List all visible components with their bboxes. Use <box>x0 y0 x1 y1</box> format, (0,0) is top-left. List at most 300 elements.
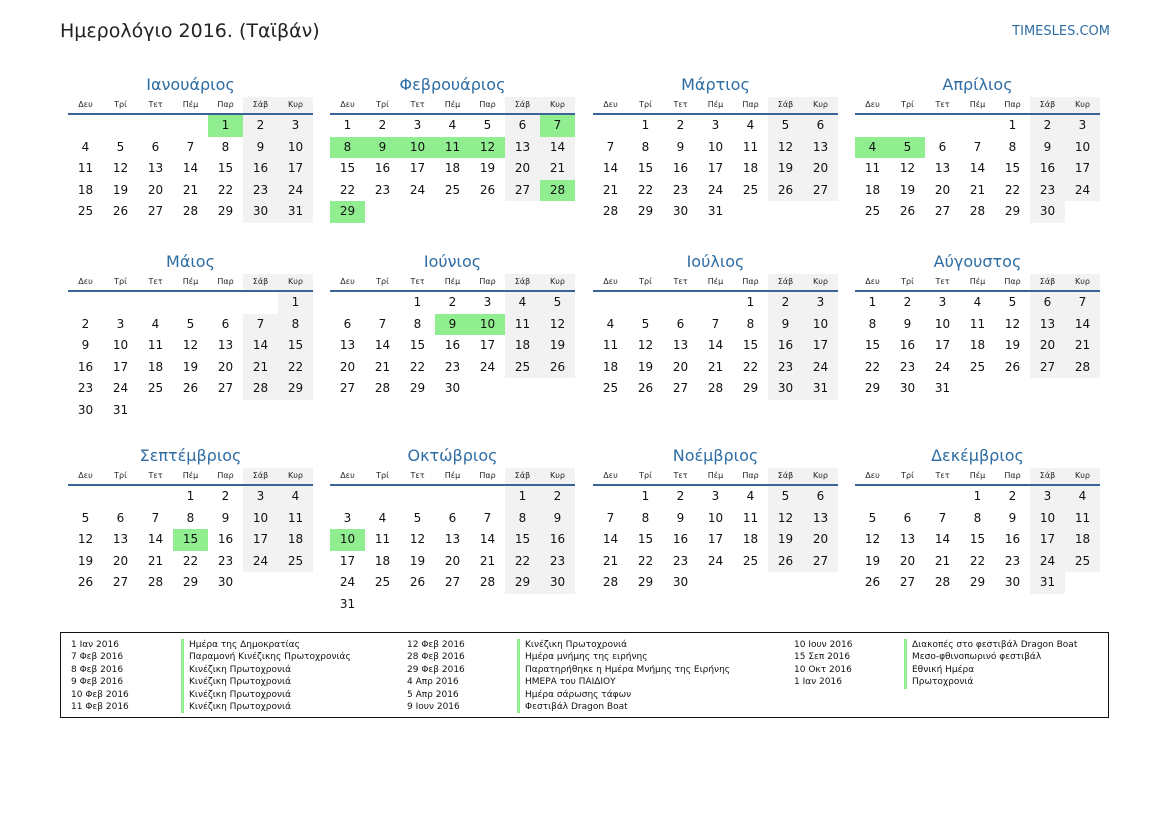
empty-cell <box>593 486 628 508</box>
day-cell: 22 <box>1004 182 1021 197</box>
day-cell: 24 <box>803 357 838 379</box>
holiday-date: 12 Φεβ 2016 <box>407 640 465 650</box>
weekday-label: Δευ <box>78 100 93 109</box>
weekday-label: Δευ <box>78 277 93 286</box>
weekday-label: Δευ <box>340 471 355 480</box>
day-cell: 2 <box>243 115 278 137</box>
day-cell: 30 <box>77 402 94 417</box>
holiday-name: Κινέζικη Πρωτοχρονιά <box>517 639 627 651</box>
day-cell: 15 <box>742 338 759 352</box>
empty-cell <box>663 292 698 314</box>
holiday-date: 8 Φεβ 2016 <box>71 664 124 675</box>
day-cell: 4 <box>1065 486 1100 508</box>
weekday-label: Δευ <box>78 471 93 480</box>
day-cell: 8 <box>221 139 230 154</box>
day-cell: 14 <box>1065 314 1100 336</box>
day-cell: 27 <box>1030 357 1065 379</box>
day-cell: 11 <box>374 532 391 546</box>
day-cell: 28 <box>182 204 199 218</box>
day-grid <box>68 486 313 594</box>
day-cell: 18 <box>147 359 164 374</box>
day-cell: 21 <box>243 357 278 379</box>
month-title: Οκτώβριος <box>407 446 498 465</box>
weekday-header <box>855 274 1100 292</box>
day-cell: 29 <box>278 378 313 400</box>
holiday-legend <box>60 632 1109 718</box>
weekday-label: Σάβ <box>243 274 278 290</box>
empty-cell <box>925 115 960 137</box>
day-cell: 3 <box>278 115 313 137</box>
weekday-header <box>68 468 313 486</box>
day-cell: 22 <box>409 359 426 374</box>
day-cell: 1 <box>505 486 540 508</box>
day-cell: 1 <box>343 118 352 132</box>
day-cell: 5 <box>413 510 422 525</box>
legend-row <box>71 651 351 663</box>
day-cell: 24 <box>409 182 426 197</box>
day-cell: 13 <box>112 532 129 546</box>
day-cell: 25 <box>969 359 986 374</box>
day-cell: 16 <box>444 338 461 352</box>
day-cell: 29 <box>637 575 654 589</box>
day-cell: 6 <box>221 316 230 331</box>
day-cell: 23 <box>1004 553 1021 568</box>
day-cell: 7 <box>711 316 720 331</box>
empty-cell <box>173 115 208 137</box>
day-cell: 20 <box>444 553 461 568</box>
day-cell: 23 <box>217 553 234 568</box>
day-cell: 13 <box>505 137 540 159</box>
day-cell: 26 <box>409 575 426 589</box>
day-cell: 17 <box>339 553 356 568</box>
weekday-label: Τρί <box>376 277 389 286</box>
empty-cell <box>68 292 103 314</box>
day-cell: 6 <box>1030 292 1065 314</box>
day-grid <box>330 292 575 400</box>
holiday-date: 1 Ιαν 2016 <box>71 640 119 650</box>
day-cell: 6 <box>803 115 838 137</box>
day-cell: 16 <box>768 335 803 357</box>
day-cell: 20 <box>112 553 129 568</box>
weekday-label: Σάβ <box>505 274 540 290</box>
weekday-label: Δευ <box>603 100 618 109</box>
day-cell: 31 <box>803 378 838 400</box>
day-cell: 20 <box>899 553 916 568</box>
day-grid <box>855 486 1100 594</box>
day-cell: 18 <box>1065 529 1100 551</box>
day-cell: 10 <box>707 510 724 525</box>
day-cell: 17 <box>479 338 496 352</box>
holiday-name: Μεσο-φθινοπωρινό φεστιβάλ <box>904 651 1041 663</box>
day-cell: 5 <box>186 316 195 331</box>
day-cell: 6 <box>676 316 685 331</box>
day-cell: 9 <box>1008 510 1017 525</box>
day-cell: 23 <box>243 180 278 202</box>
day-cell: 24 <box>278 180 313 202</box>
day-cell: 7 <box>606 510 615 525</box>
weekday-label: Κυρ <box>1065 274 1100 290</box>
day-cell: 10 <box>1030 508 1065 530</box>
day-cell: 16 <box>243 158 278 180</box>
empty-cell <box>855 486 890 508</box>
weekday-label: Τρί <box>901 100 914 109</box>
weekday-header <box>593 468 838 486</box>
day-cell: 30 <box>672 575 689 589</box>
weekday-label: Σάβ <box>768 468 803 484</box>
empty-cell <box>890 115 925 137</box>
month-block <box>593 73 838 223</box>
day-cell: 23 <box>899 359 916 374</box>
day-cell: 27 <box>339 381 356 395</box>
day-cell: 24 <box>339 575 356 589</box>
day-cell: 2 <box>540 486 575 508</box>
day-cell: 14 <box>182 161 199 175</box>
day-cell: 22 <box>969 553 986 568</box>
day-cell: 15 <box>637 532 654 546</box>
day-cell: 29 <box>969 575 986 589</box>
day-cell: 18 <box>505 335 540 357</box>
legend-row <box>407 701 730 713</box>
day-cell: 20 <box>672 359 689 374</box>
day-cell: 3 <box>1065 115 1100 137</box>
day-cell: 21 <box>707 359 724 374</box>
day-cell: 11 <box>147 338 164 352</box>
day-cell: 14 <box>374 338 391 352</box>
day-cell: 21 <box>147 553 164 568</box>
weekday-label: Τρί <box>639 100 652 109</box>
day-cell: 24 <box>112 381 129 395</box>
weekday-label: Δευ <box>865 100 880 109</box>
day-grid <box>68 115 313 223</box>
weekday-label: Δευ <box>603 471 618 480</box>
day-cell: 2 <box>676 489 685 503</box>
month-block <box>855 250 1100 400</box>
day-cell: 23 <box>1030 180 1065 202</box>
day-cell: 25 <box>1065 551 1100 573</box>
holiday-day-cell: 29 <box>330 201 365 223</box>
day-cell: 26 <box>182 381 199 395</box>
weekday-label: Σάβ <box>243 468 278 484</box>
day-cell: 18 <box>864 182 881 197</box>
legend-row <box>407 651 730 663</box>
day-cell: 26 <box>768 551 803 573</box>
holiday-day-cell: 28 <box>540 180 575 202</box>
day-grid <box>593 115 838 223</box>
day-cell: 16 <box>899 338 916 352</box>
weekday-label: Τρί <box>376 100 389 109</box>
weekday-header <box>330 468 575 486</box>
day-cell: 19 <box>768 529 803 551</box>
day-cell: 12 <box>77 532 94 546</box>
weekday-label: Τρί <box>639 471 652 480</box>
holiday-day-cell: 15 <box>173 529 208 551</box>
day-cell: 21 <box>602 553 619 568</box>
day-cell: 24 <box>934 359 951 374</box>
day-cell: 2 <box>378 118 387 132</box>
day-cell: 5 <box>641 316 650 331</box>
day-cell: 30 <box>899 381 916 395</box>
day-cell: 19 <box>864 553 881 568</box>
month-block <box>593 444 838 594</box>
day-cell: 10 <box>934 316 951 331</box>
weekday-label: Πέμ <box>969 471 986 480</box>
empty-cell <box>593 292 628 314</box>
weekday-label: Σάβ <box>768 274 803 290</box>
weekday-label: Πέμ <box>707 277 724 286</box>
day-cell: 22 <box>637 553 654 568</box>
day-cell: 3 <box>1030 486 1065 508</box>
empty-cell <box>365 486 400 508</box>
day-cell: 25 <box>742 553 759 568</box>
day-cell: 15 <box>1004 161 1021 175</box>
legend-row <box>794 676 1077 688</box>
day-cell: 11 <box>278 508 313 530</box>
day-cell: 26 <box>864 575 881 589</box>
day-grid <box>330 486 575 615</box>
weekday-label: Τετ <box>410 100 425 109</box>
day-cell: 17 <box>112 359 129 374</box>
day-cell: 27 <box>147 204 164 218</box>
day-cell: 31 <box>934 381 951 395</box>
month-block <box>593 250 838 400</box>
weekday-label: Τετ <box>673 471 688 480</box>
day-cell: 15 <box>409 338 426 352</box>
weekday-label: Σάβ <box>505 468 540 484</box>
empty-cell <box>890 486 925 508</box>
legend-row <box>794 651 1077 663</box>
day-cell: 22 <box>182 553 199 568</box>
day-cell: 17 <box>278 158 313 180</box>
holiday-day-cell: 11 <box>435 137 470 159</box>
day-cell: 30 <box>444 381 461 395</box>
month-title: Δεκέμβριος <box>931 446 1024 465</box>
day-cell: 17 <box>803 335 838 357</box>
day-cell: 27 <box>672 381 689 395</box>
weekday-label: Πέμ <box>707 100 724 109</box>
day-cell: 13 <box>672 338 689 352</box>
day-cell: 8 <box>746 316 755 331</box>
day-cell: 20 <box>803 158 838 180</box>
day-cell: 28 <box>934 575 951 589</box>
weekday-label: Δευ <box>603 277 618 286</box>
day-cell: 28 <box>1065 357 1100 379</box>
day-cell: 15 <box>217 161 234 175</box>
day-cell: 29 <box>1004 204 1021 218</box>
day-cell: 13 <box>339 338 356 352</box>
day-cell: 23 <box>77 381 94 395</box>
day-cell: 26 <box>540 357 575 379</box>
day-cell: 10 <box>243 508 278 530</box>
day-cell: 27 <box>112 575 129 589</box>
day-grid <box>68 292 313 421</box>
weekday-header <box>68 274 313 292</box>
day-cell: 4 <box>81 139 90 154</box>
holiday-date: 10 Φεβ 2016 <box>71 689 129 700</box>
weekday-header <box>330 274 575 292</box>
day-cell: 1 <box>641 489 650 503</box>
empty-cell <box>243 292 278 314</box>
day-cell: 28 <box>969 204 986 218</box>
weekday-label: Κυρ <box>278 97 313 113</box>
weekday-label: Κυρ <box>540 468 575 484</box>
day-cell: 21 <box>602 182 619 197</box>
day-cell: 7 <box>186 139 195 154</box>
day-cell: 12 <box>768 137 803 159</box>
holiday-name: Εθνική Ημέρα <box>904 664 974 676</box>
day-cell: 23 <box>672 553 689 568</box>
day-cell: 18 <box>742 161 759 175</box>
day-cell: 24 <box>1030 551 1065 573</box>
day-cell: 13 <box>217 338 234 352</box>
holiday-name: ΗΜΕΡΑ του ΠΑΙΔΙΟΥ <box>517 676 616 688</box>
holiday-day-cell: 10 <box>470 314 505 336</box>
day-cell: 17 <box>243 529 278 551</box>
day-cell: 7 <box>973 139 982 154</box>
day-cell: 25 <box>77 204 94 218</box>
day-cell: 29 <box>864 381 881 395</box>
month-title: Ιούλιος <box>686 252 745 271</box>
day-cell: 20 <box>505 158 540 180</box>
day-cell: 20 <box>934 182 951 197</box>
day-grid <box>593 292 838 400</box>
holiday-date: 10 Ιουν 2016 <box>794 640 853 650</box>
empty-cell <box>103 292 138 314</box>
legend-column <box>794 639 1077 689</box>
day-cell: 9 <box>676 139 685 154</box>
holiday-date: 11 Φεβ 2016 <box>71 701 129 712</box>
month-block <box>330 444 575 615</box>
holiday-day-cell: 10 <box>400 137 435 159</box>
day-cell: 23 <box>768 357 803 379</box>
day-cell: 12 <box>1004 316 1021 331</box>
day-cell: 19 <box>182 359 199 374</box>
day-cell: 26 <box>637 381 654 395</box>
day-cell: 11 <box>505 314 540 336</box>
holiday-name: Κινέζικη Πρωτοχρονιά <box>181 664 291 676</box>
weekday-label: Τρί <box>639 277 652 286</box>
day-cell: 23 <box>444 359 461 374</box>
day-cell: 12 <box>768 508 803 530</box>
day-cell: 2 <box>903 295 912 309</box>
weekday-header <box>593 97 838 115</box>
day-cell: 29 <box>409 381 426 395</box>
day-cell: 11 <box>969 316 986 331</box>
day-cell: 9 <box>81 338 90 352</box>
day-cell: 14 <box>602 161 619 175</box>
day-cell: 24 <box>1065 180 1100 202</box>
day-cell: 30 <box>540 572 575 594</box>
day-cell: 5 <box>483 118 492 132</box>
weekday-label: Σάβ <box>505 97 540 113</box>
weekday-label: Παρ <box>217 100 234 109</box>
weekday-label: Παρ <box>479 100 496 109</box>
weekday-label: Τρί <box>114 277 127 286</box>
day-cell: 12 <box>864 532 881 546</box>
empty-cell <box>103 115 138 137</box>
day-cell: 21 <box>479 553 496 568</box>
site-link[interactable]: TIMESLES.COM <box>1012 24 1110 39</box>
day-cell: 7 <box>151 510 160 525</box>
day-cell: 16 <box>540 529 575 551</box>
day-cell: 16 <box>374 161 391 175</box>
legend-row <box>71 639 351 651</box>
month-title: Αύγουστος <box>933 252 1022 271</box>
day-cell: 19 <box>479 161 496 175</box>
weekday-header <box>855 97 1100 115</box>
weekday-label: Δευ <box>340 277 355 286</box>
weekday-header <box>855 468 1100 486</box>
day-cell: 27 <box>803 180 838 202</box>
day-cell: 19 <box>409 553 426 568</box>
day-cell: 25 <box>864 204 881 218</box>
day-cell: 5 <box>1008 295 1017 309</box>
day-cell: 29 <box>742 381 759 395</box>
day-cell: 2 <box>221 489 230 503</box>
day-cell: 2 <box>1008 489 1017 503</box>
weekday-label: Τετ <box>935 471 950 480</box>
day-cell: 30 <box>768 378 803 400</box>
weekday-label: Παρ <box>1004 277 1021 286</box>
day-cell: 31 <box>707 204 724 218</box>
day-cell: 1 <box>186 489 195 503</box>
day-cell: 21 <box>969 182 986 197</box>
day-cell: 8 <box>868 316 877 331</box>
day-cell: 2 <box>676 118 685 132</box>
day-cell: 27 <box>217 381 234 395</box>
day-cell: 29 <box>217 204 234 218</box>
day-cell: 10 <box>803 314 838 336</box>
day-cell: 2 <box>448 295 457 309</box>
day-cell: 12 <box>540 314 575 336</box>
empty-cell <box>435 486 470 508</box>
day-cell: 24 <box>479 359 496 374</box>
day-cell: 8 <box>278 314 313 336</box>
weekday-label: Κυρ <box>1065 97 1100 113</box>
day-cell: 20 <box>217 359 234 374</box>
day-cell: 8 <box>505 508 540 530</box>
day-cell: 9 <box>676 510 685 525</box>
month-block <box>855 73 1100 223</box>
empty-cell <box>138 292 173 314</box>
weekday-header <box>593 274 838 292</box>
weekday-label: Τετ <box>148 100 163 109</box>
weekday-label: Παρ <box>742 100 759 109</box>
day-cell: 30 <box>1004 575 1021 589</box>
day-cell: 13 <box>147 161 164 175</box>
day-cell: 4 <box>606 316 615 331</box>
weekday-label: Τρί <box>901 471 914 480</box>
day-cell: 7 <box>483 510 492 525</box>
empty-cell <box>365 292 400 314</box>
day-cell: 6 <box>903 510 912 525</box>
day-cell: 12 <box>182 338 199 352</box>
weekday-label: Πέμ <box>969 100 986 109</box>
day-cell: 15 <box>969 532 986 546</box>
month-block <box>330 73 575 223</box>
weekday-label: Παρ <box>742 471 759 480</box>
day-cell: 12 <box>637 338 654 352</box>
day-cell: 13 <box>899 532 916 546</box>
weekday-label: Κυρ <box>803 97 838 113</box>
day-cell: 11 <box>864 161 881 175</box>
day-cell: 9 <box>221 510 230 525</box>
weekday-label: Κυρ <box>803 274 838 290</box>
holiday-date: 9 Ιουν 2016 <box>407 701 460 712</box>
day-cell: 4 <box>746 118 755 132</box>
day-cell: 25 <box>505 357 540 379</box>
empty-cell <box>173 292 208 314</box>
day-cell: 8 <box>186 510 195 525</box>
